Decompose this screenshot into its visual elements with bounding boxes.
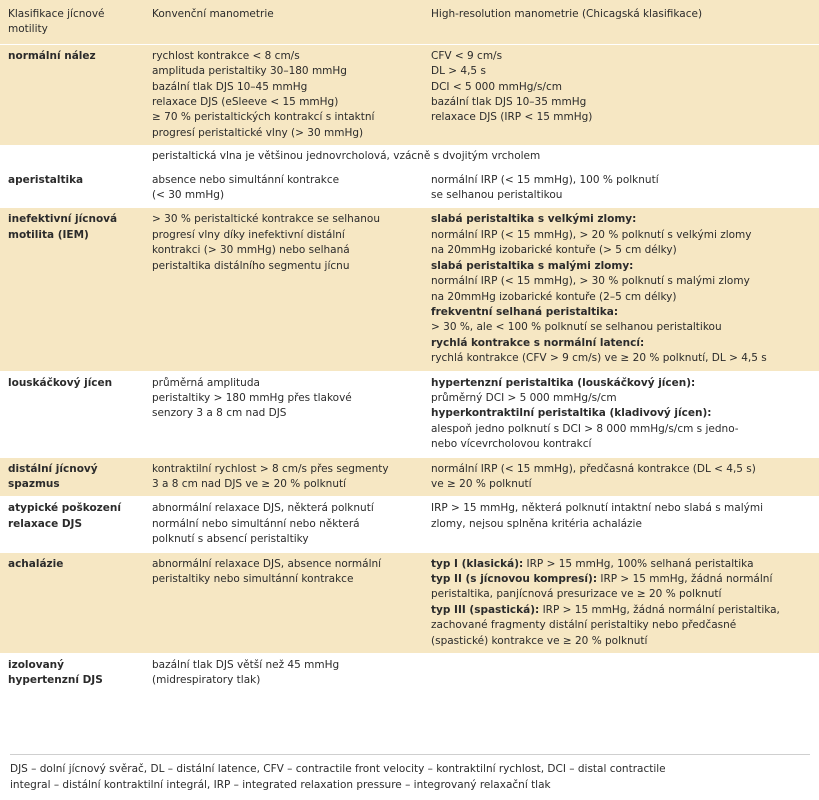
hrm-line: peristaltika, panjícnová presurizace ve ≥ 20 % polknutí xyxy=(431,588,722,601)
hrm-line: (spastické) kontrakce ve ≥ 20 % polknutí xyxy=(431,634,648,647)
hrm-line: IRP > 15 mmHg, některá polknutí intaktní nebo slabá s malými xyxy=(431,502,763,515)
conventional-line: (< 30 mmHg) xyxy=(152,189,225,202)
row-label xyxy=(0,457,144,497)
row-label xyxy=(0,497,144,552)
row-label-line: aperistaltika xyxy=(8,173,84,186)
hrm-line: bazální tlak DJS 10–35 mmHg xyxy=(431,96,587,109)
hrm-cell xyxy=(423,44,819,145)
row-label-line: distální jícnový xyxy=(8,462,98,475)
conventional-cell xyxy=(144,44,423,145)
hrm-line: alespoň jedno polknutí s DCI > 8 000 mmHg/s/cm s jedno- xyxy=(431,422,739,435)
table-row xyxy=(0,371,819,457)
normal-note xyxy=(144,146,819,168)
conventional-line: (midrespiratory tlak) xyxy=(152,674,261,687)
hrm-cell xyxy=(423,552,819,653)
header-classification-line: motility xyxy=(8,23,48,36)
footnote xyxy=(10,754,810,793)
row-label xyxy=(0,552,144,653)
conventional-line: progresí vlny díky inefektivní distální xyxy=(152,228,345,241)
hrm-line: na 20mmHg izobarické kontuře (2–5 cm délky) xyxy=(431,290,677,303)
table-row xyxy=(0,44,819,145)
type-text: IRP > 15 mmHg, 100% selhaná peristaltika xyxy=(523,557,754,570)
conventional-line: 3 a 8 cm nad DJS ve ≥ 20 % polknutí xyxy=(152,477,347,490)
conventional-line: progresí peristaltické vlny (> 30 mmHg) xyxy=(152,126,364,139)
hrm-line: nebo vícevrcholovou kontrakcí xyxy=(431,438,592,451)
conventional-line: > 30 % peristaltické kontrakce se selhanou xyxy=(152,213,381,226)
hrm-line: DL > 4,5 s xyxy=(431,65,486,78)
conventional-cell xyxy=(144,654,423,693)
table-row xyxy=(0,552,819,653)
conventional-line: normální nebo simultánní nebo některá xyxy=(152,517,360,530)
conventional-line: senzory 3 a 8 cm nad DJS xyxy=(152,407,287,420)
conventional-line: kontraktilní rychlost > 8 cm/s přes segmenty xyxy=(152,462,389,475)
row-label xyxy=(0,44,144,145)
row-label-line: achalázie xyxy=(8,557,64,570)
type-prefix: typ II (s jícnovou kompresí): xyxy=(431,573,598,585)
conventional-line: relaxace DJS (eSleeve < 15 mmHg) xyxy=(152,96,339,109)
hrm-line: hypertenzní peristaltika (louskáčkový jícen): xyxy=(431,376,696,389)
hrm-cell xyxy=(423,654,819,693)
conventional-line: polknutí s absencí peristaltiky xyxy=(152,533,309,546)
table-row-note xyxy=(0,146,819,168)
row-label-line: izolovaný xyxy=(8,659,64,672)
conventional-cell xyxy=(144,208,423,371)
header-row xyxy=(0,0,819,44)
conventional-cell xyxy=(144,497,423,552)
hrm-line: normální IRP (< 15 mmHg), > 30 % polknutí s malými zlomy xyxy=(431,275,750,288)
table-row xyxy=(0,654,819,693)
row-label-line: relaxace DJS xyxy=(8,517,83,530)
row-label-line: normální nález xyxy=(8,49,96,62)
hrm-line: CFV < 9 cm/s xyxy=(431,49,503,62)
hrm-cell xyxy=(423,457,819,497)
conventional-line: ≥ 70 % peristaltických kontrakcí s intaktní xyxy=(152,111,375,124)
hrm-cell xyxy=(423,168,819,208)
hrm-line: relaxace DJS (IRP < 15 mmHg) xyxy=(431,111,593,124)
hrm-line: normální IRP (< 15 mmHg), předčasná kontrakce (DL < 4,5 s) xyxy=(431,462,756,475)
hrm-line: frekventní selhaná peristaltika: xyxy=(431,305,619,318)
table-row xyxy=(0,168,819,208)
conventional-cell xyxy=(144,168,423,208)
hrm-line xyxy=(431,603,813,618)
hrm-cell xyxy=(423,208,819,371)
conventional-line: kontrakci (> 30 mmHg) nebo selhaná xyxy=(152,244,350,257)
hrm-line: normální IRP (< 15 mmHg), 100 % polknutí xyxy=(431,173,659,186)
row-label-line: inefektivní jícnová xyxy=(8,213,118,226)
row-label-line: atypické poškození xyxy=(8,502,121,515)
conventional-line: peristaltiky > 180 mmHg přes tlakové xyxy=(152,391,352,404)
hrm-line: > 30 %, ale < 100 % polknutí se selhanou peristaltikou xyxy=(431,321,722,334)
header-hrm: High-resolution manometrie (Chicagská klasifikace) xyxy=(431,8,703,20)
hrm-line: normální IRP (< 15 mmHg), > 20 % polknutí s velkými zlomy xyxy=(431,228,752,241)
hrm-line xyxy=(431,557,813,572)
row-label xyxy=(0,208,144,371)
hrm-line: ve ≥ 20 % polknutí xyxy=(431,477,532,490)
conventional-cell xyxy=(144,457,423,497)
header-classification xyxy=(0,0,144,44)
hrm-line: se selhanou peristaltikou xyxy=(431,189,563,202)
row-label xyxy=(0,654,144,693)
table-row xyxy=(0,497,819,552)
hrm-line: zachované fragmenty distální peristaltiky nebo předčasné xyxy=(431,619,737,632)
table-body xyxy=(0,44,819,693)
hrm-line: rychlá kontrakce s normální latencí: xyxy=(431,336,645,349)
row-label-line: spazmus xyxy=(8,477,60,490)
hrm-line: hyperkontraktilní peristaltika (kladivový jícen): xyxy=(431,407,712,420)
table-row xyxy=(0,208,819,371)
hrm-line: rychlá kontrakce (CFV > 9 cm/s) ve ≥ 20 % polknutí, DL > 4,5 s xyxy=(431,352,767,365)
hrm-line xyxy=(431,572,813,587)
header-classification-line: Klasifikace jícnové xyxy=(8,8,105,20)
type-text: IRP > 15 mmHg, žádná normální peristaltika, xyxy=(539,603,780,616)
normal-note-text: peristaltická vlna je většinou jednovrcholová, vzácně s dvojitým vrcholem xyxy=(152,150,541,163)
conventional-cell xyxy=(144,371,423,457)
row-label xyxy=(0,371,144,457)
hrm-line: DCI < 5 000 mmHg/s/cm xyxy=(431,80,562,93)
conventional-line: rychlost kontrakce < 8 cm/s xyxy=(152,49,300,62)
conventional-line: peristaltika distálního segmentu jícnu xyxy=(152,259,350,272)
conventional-cell xyxy=(144,552,423,653)
conventional-line: peristaltiky nebo simultánní kontrakce xyxy=(152,573,354,585)
conventional-line: bazální tlak DJS 10–45 mmHg xyxy=(152,80,308,93)
empty-cell xyxy=(0,146,144,168)
type-text: IRP > 15 mmHg, žádná normální xyxy=(597,573,773,585)
table-row xyxy=(0,457,819,497)
conventional-line: abnormální relaxace DJS, absence normální xyxy=(152,557,382,570)
hrm-cell xyxy=(423,497,819,552)
hrm-line: slabá peristaltika s malými zlomy: xyxy=(431,259,634,272)
conventional-line: absence nebo simultánní kontrakce xyxy=(152,173,340,186)
type-prefix: typ I (klasická): xyxy=(431,557,524,570)
type-prefix: typ III (spastická): xyxy=(431,603,540,616)
header-conventional: Konvenční manometrie xyxy=(152,8,274,20)
hrm-line: zlomy, nejsou splněna kritéria achalázie xyxy=(431,517,642,530)
conventional-line: abnormální relaxace DJS, některá polknutí xyxy=(152,502,374,515)
row-label-line: louskáčkový jícen xyxy=(8,376,113,389)
row-label xyxy=(0,168,144,208)
hrm-cell xyxy=(423,371,819,457)
conventional-line: bazální tlak DJS větší než 45 mmHg xyxy=(152,659,340,672)
row-label-line: motilita (IEM) xyxy=(8,228,89,241)
hrm-line: slabá peristaltika s velkými zlomy: xyxy=(431,213,637,226)
conventional-line: amplituda peristaltiky 30–180 mmHg xyxy=(152,65,347,78)
footnote-line: integral – distální kontraktilní integrál, IRP – integrated relaxation pressure – integrovaný relaxační tlak xyxy=(10,779,551,791)
footnote-line: DJS – dolní jícnový svěrač, DL – distální latence, CFV – contractile front velocity – kontraktilní rychlost, DCI – distal contractile xyxy=(10,763,666,775)
row-label-line: hypertenzní DJS xyxy=(8,674,103,687)
hrm-line: na 20mmHg izobarické kontuře (> 5 cm délky) xyxy=(431,244,677,257)
conventional-line: průměrná amplituda xyxy=(152,376,260,389)
hrm-line: průměrný DCI > 5 000 mmHg/s/cm xyxy=(431,391,617,404)
